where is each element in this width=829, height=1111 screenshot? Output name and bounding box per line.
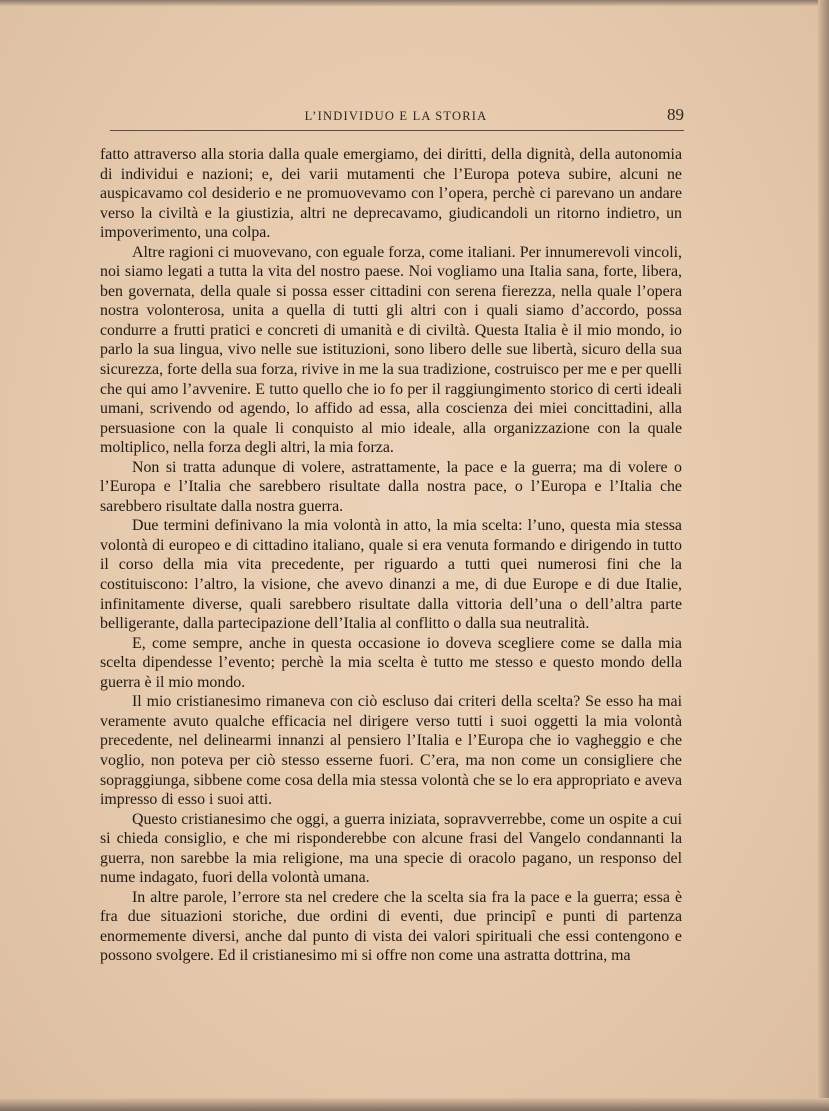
paragraph: Il mio cristianesimo rimaneva con ciò escluso dai criteri della scelta? Se esso ha mai veramente avuto qualche efficacia nel dirigere verso tutti i suoi oggetti la mia volontà precedente, nel delinearmi innanzi al pensiero l’Italia e l’Europa che io vagheggio e che voglio, non poteva per ciò stesso esserne fuori. C’era, ma non come un consigliere che sopraggiunga, sibbene come cosa della mia stessa volontà che se lo era appropriato e aveva impresso di esso i suoi atti.: [100, 693, 682, 809]
body-text: [100, 145, 682, 966]
page-top-edge: [0, 0, 829, 6]
running-title: L’INDIVIDUO E LA STORIA: [304, 109, 488, 123]
paragraph: Due termini definivano la mia volontà in atto, la mia scelta: l’uno, questa mia stessa volontà di europeo e di cittadino italiano, quale si era venuta formando e dirigendo in tutto il corso della mia vita precedente, per riguardo a tutti quei numerosi fini che la costituiscono: l’altro, la visione, che avevo dinanzi a me, di due Europe e di due Italie, infinitamente diverse, quali sarebbero risultate dalla vittoria dell’una o dell’altra parte belligerante, dalla partecipazione dell’Italia al conflitto o dalla sua neutralità.: [100, 517, 682, 633]
page-bottom-edge: [0, 1098, 829, 1111]
paragraph: fatto attraverso alla storia dalla quale emergiamo, dei diritti, della dignità, della autonomia di individui e nazioni; e, dei varii mutamenti che l’Europa poteva subire, alcuni ne auspicavamo col desiderio e ne promuovevamo con l’opera, perchè ci parevano un andare verso la civiltà e la giustizia, altri ne deprecavamo, giudicandoli un ritorno indietro, un impoverimento, una colpa.: [100, 146, 682, 242]
running-header: [108, 107, 684, 131]
paragraph: Non si tratta adunque di volere, astrattamente, la pace e la guerra; ma di volere o l’Europa e l’Italia che sarebbero risultate dalla nostra pace, o l’Europa e l’Italia che sarebbero risultate dalla nostra guerra.: [100, 458, 682, 515]
page-number: 89: [667, 105, 684, 124]
paragraph: Altre ragioni ci muovevano, con eguale forza, come italiani. Per innumerevoli vincoli, noi siamo legati a tutta la vita del nostro paese. Noi vogliamo una Italia sana, forte, libera, ben governata, della quale si possa esser cittadini con serena fierezza, nella quale l’opera nostra volonterosa, unita a quella di tutti gli altri con i quali siamo d’accordo, possa condurre a frutti pratici e concreti di umanità e di civiltà. Questa Italia è il mio mondo, io parlo la sua lingua, vivo nelle sue istituzioni, sono libero delle sue libertà, sicuro della sua sicurezza, forte della sua forza, rivive in me la sua tradizione, costruisco per me e per quelli che qui amo l’avvenire. E tutto quello che io fo per il raggiungimento storico di certi ideali umani, scrivendo od agendo, lo affido ad essa, alla coscienza dei miei concittadini, alla persuasione con la quale li conquisto al mio ideale, alla organizzazione con la quale moltiplico, nella forza degli altri, la mia forza.: [100, 243, 682, 457]
paragraph: In altre parole, l’errore sta nel credere che la scelta sia fra la pace e la guerra; essa è fra due situazioni storiche, due ordini di eventi, due principî e punti di partenza enormemente diversi, anche dal punto di vista dei valori spirituali che essi contengono e possono svolgere. Ed il cristianesimo mi si offre non come una astratta dottrina, ma: [100, 888, 682, 965]
header-rule: [110, 130, 684, 131]
paragraph: E, come sempre, anche in questa occasione io doveva scegliere come se dalla mia scelta dipendesse l’evento; perchè la mia scelta è tutto me stesso e questo mondo della guerra è il mio mondo.: [100, 634, 682, 691]
paragraph: Questo cristianesimo che oggi, a guerra iniziata, sopravverrebbe, come un ospite a cui si chieda consiglio, e che mi risponderebbe con alcune frasi del Vangelo condannanti la guerra, non sarebbe la mia religione, ma una specie di oracolo pagano, un responso del nume indagato, fuori della volontà umana.: [100, 810, 682, 887]
page-right-edge: [818, 0, 829, 1111]
